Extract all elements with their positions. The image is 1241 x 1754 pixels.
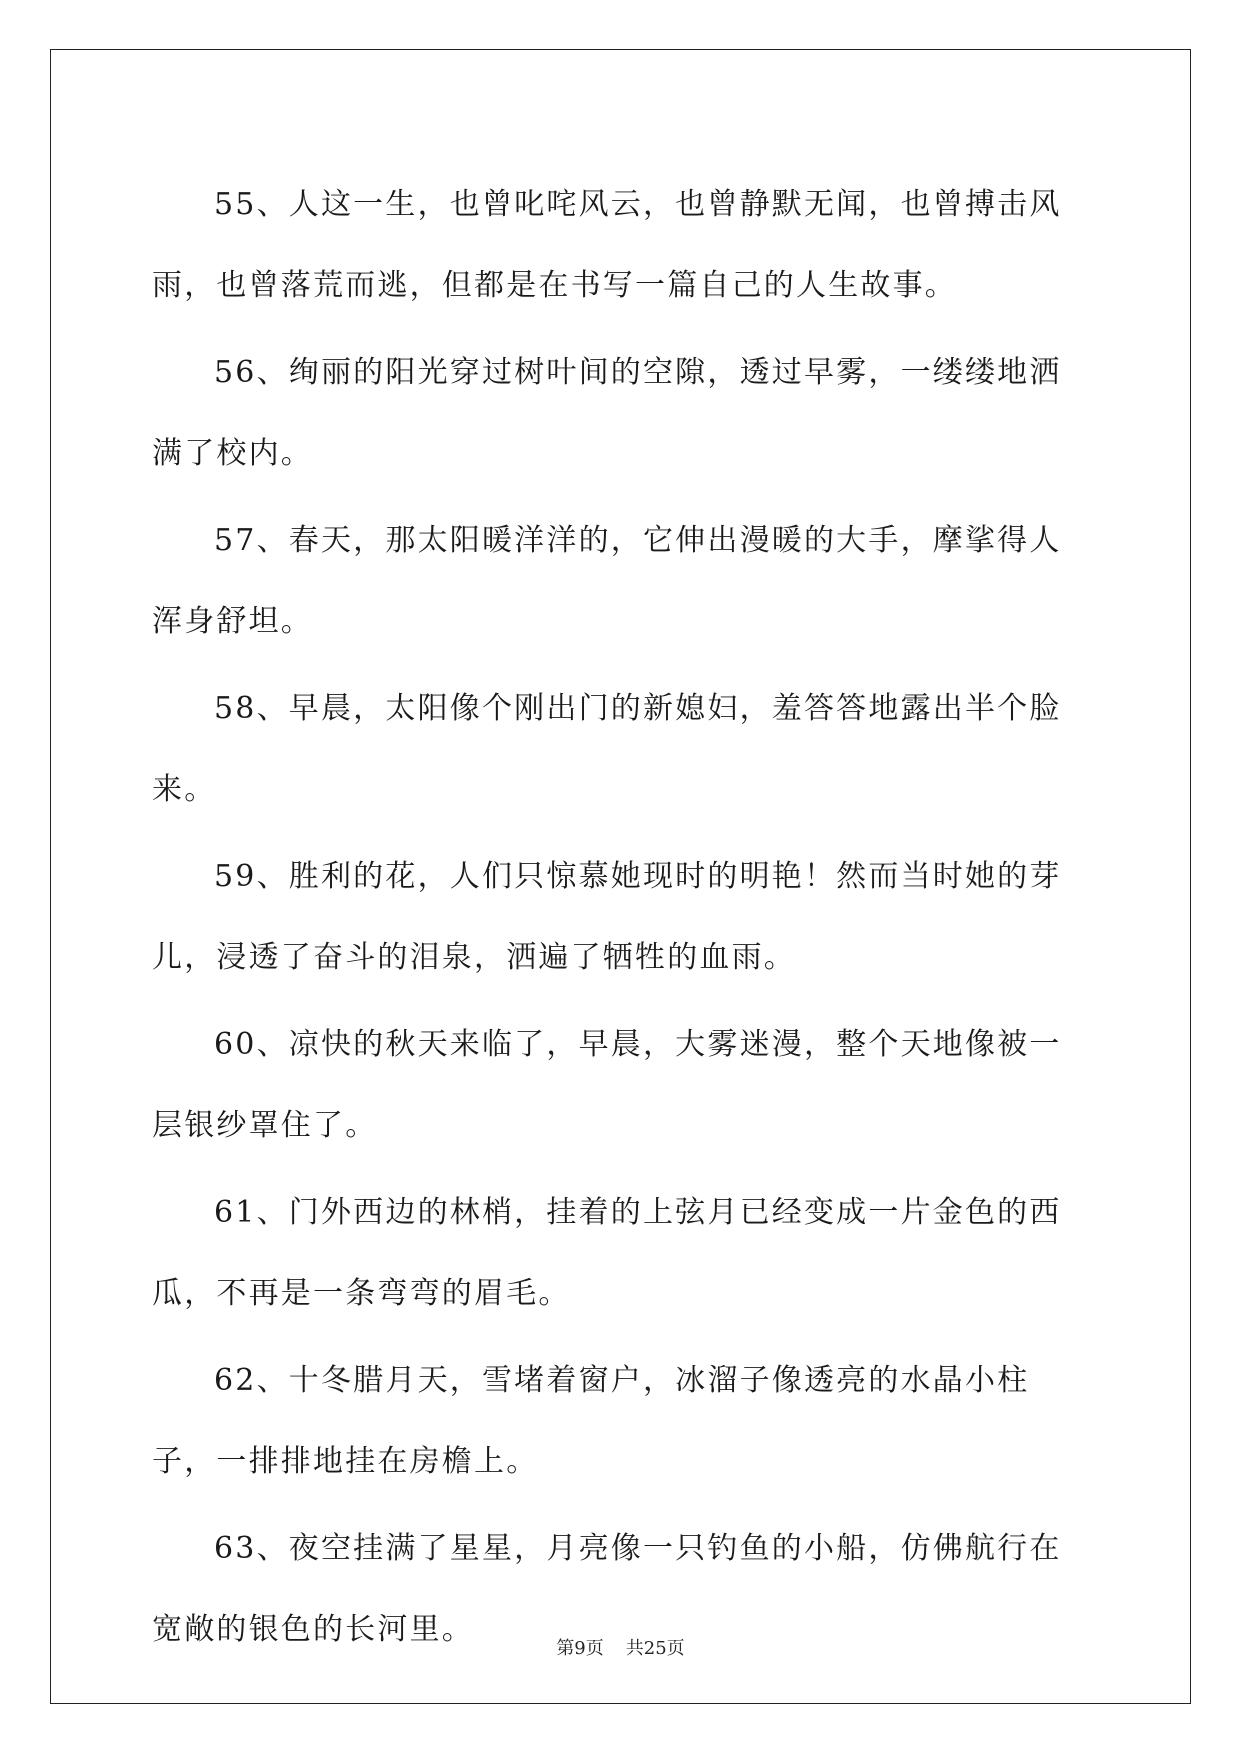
paragraph-58: 58、早晨，太阳像个刚出门的新媳妇，羞答答地露出半个脸来。: [152, 691, 1062, 807]
paragraph-60: 60、凉快的秋天来临了，早晨，大雾迷漫，整个天地像被一层银纱罩住了。: [152, 1027, 1062, 1143]
page-footer: [0, 1634, 1241, 1660]
paragraph-56: 56、绚丽的阳光穿过树叶间的空隙，透过早雾，一缕缕地洒满了校内。: [152, 355, 1062, 471]
paragraph-61: 61、门外西边的林梢，挂着的上弦月已经变成一片金色的西瓜，不再是一条弯弯的眉毛。: [152, 1195, 1062, 1311]
paragraph-57: 57、春天，那太阳暖洋洋的，它伸出漫暖的大手，摩挲得人浑身舒坦。: [152, 523, 1062, 639]
page-total: 共25页: [625, 1638, 685, 1659]
paragraph-62: 62、十冬腊月天，雪堵着窗户，冰溜子像透亮的水晶小柱子，一排排地挂在房檐上。: [152, 1363, 1030, 1479]
paragraph-59: 59、胜利的花，人们只惊慕她现时的明艳！然而当时她的芽儿，浸透了奋斗的泪泉，洒遍了牺牲的血雨。: [152, 859, 1062, 975]
paragraph-55: 55、人这一生，也曾叱咤风云，也曾静默无闻，也曾搏击风雨，也曾落荒而逃，但都是在书写一篇自己的人生故事。: [152, 187, 1062, 303]
paragraph-63: 63、夜空挂满了星星，月亮像一只钓鱼的小船，仿佛航行在宽敞的银色的长河里。: [152, 1531, 1062, 1647]
page-number: 第9页: [556, 1638, 604, 1659]
document-body: [152, 164, 1090, 1676]
